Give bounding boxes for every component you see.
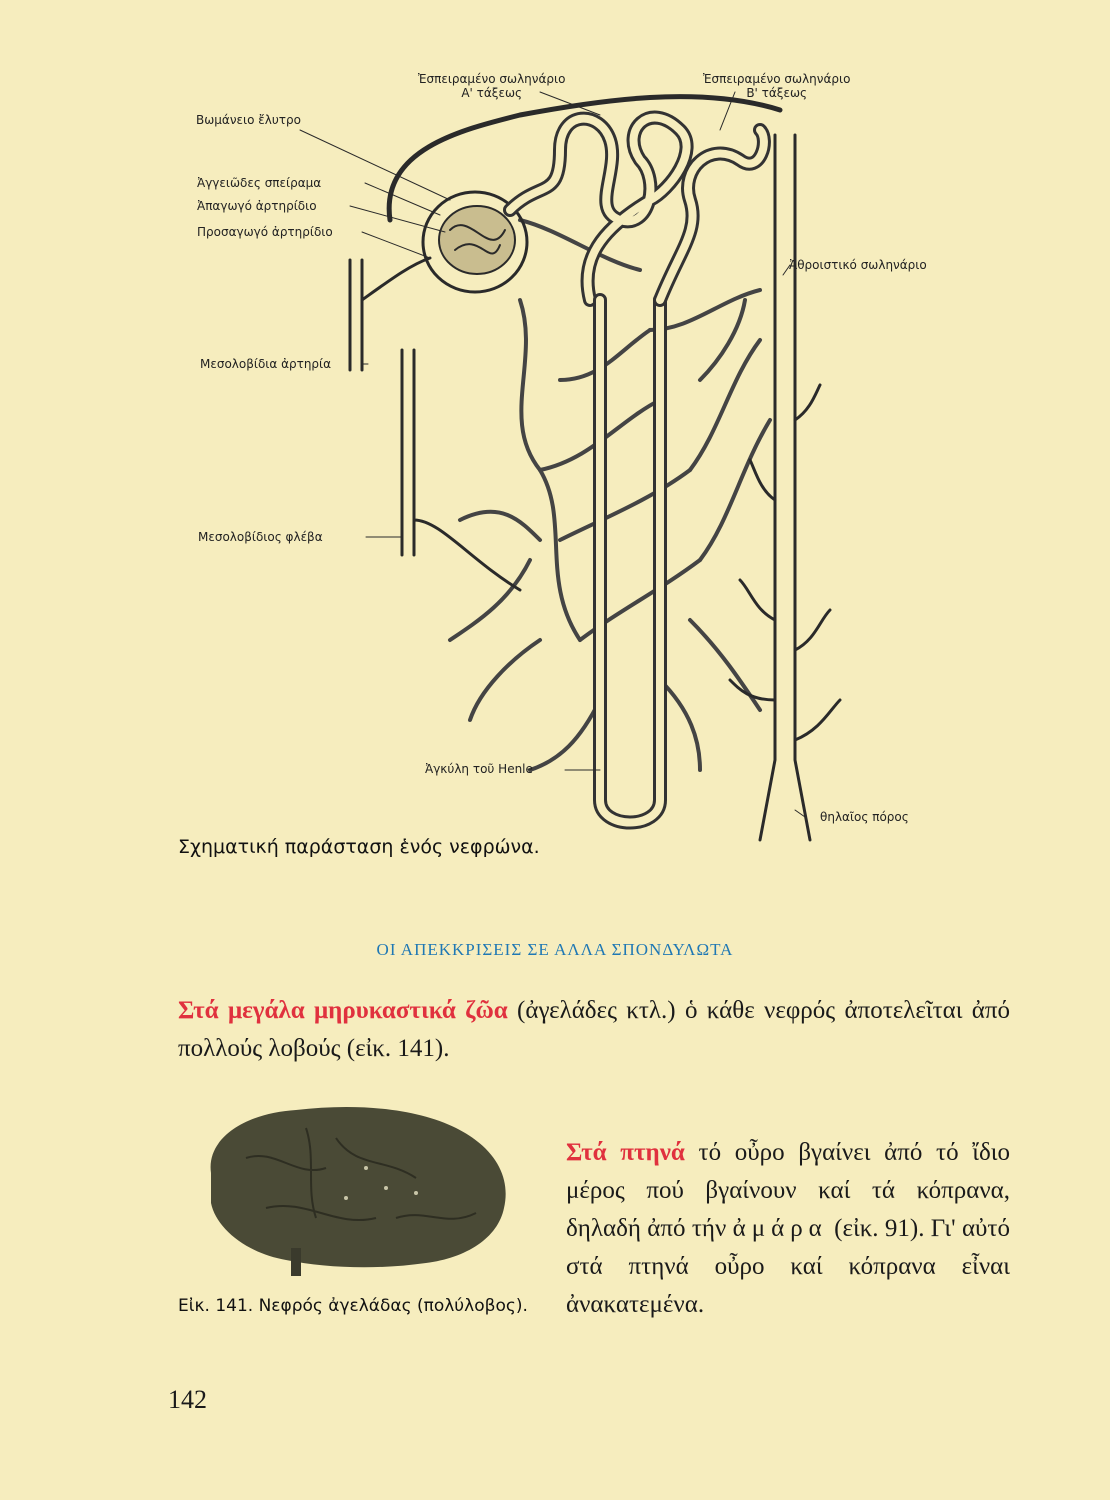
interlobular-artery-shape (350, 258, 430, 370)
label-loop-of-henle: Ἀγκύλη τοῦ Henle (425, 762, 533, 776)
label-interlobular-artery: Μεσολοβίδια ἀρτηρία (200, 357, 332, 371)
paragraph-birds-text-b: (εἰκ. 91). Γι' αὐτό στά πτηνά οὖρο καί κόπρανα εἶναι ἀνακατεμένα. (566, 1215, 1010, 1318)
label-proximal-line1: Ἐσπειραμένο σωληνάριο (418, 72, 566, 86)
label-collecting-duct: Ἀθροιστικό σωληνάριο (789, 258, 927, 272)
label-distal-tubule (703, 72, 850, 100)
cow-kidney-photo (186, 1098, 516, 1278)
photo-caption: Εἰκ. 141. Νεφρός ἀγελάδας (πολύλοβος). (178, 1296, 528, 1316)
paragraph-birds-text-a: τό οὖρο βγαίνει ἀπό τό ἴδιο μέρος πού βγαίνουν καί τά κόπρανα, δηλαδή ἀπό τήν (566, 1139, 1010, 1242)
capillary-network (450, 220, 770, 770)
proximal-tubule-shape (510, 118, 687, 300)
label-efferent-arteriole: Ἀπαγωγό ἀρτηρίδιο (197, 199, 317, 213)
spaced-word-amara: ἀμάρα (732, 1215, 828, 1242)
loop-of-henle-shape (600, 300, 660, 823)
glomerulus-shape (439, 206, 515, 274)
label-interlobular-vein: Μεσολοβίδιος φλέβα (198, 530, 323, 544)
label-proximal-tubule (418, 72, 565, 100)
label-distal-line1: Ἐσπειραμένο σωληνάριο (703, 72, 851, 86)
collecting-duct-shape (760, 135, 810, 840)
label-proximal-line2: Α' τάξεως (461, 86, 523, 100)
highlight-ruminants: Στά μεγάλα μηρυκαστικά ζῶα (178, 997, 508, 1024)
interlobular-vein-shape (402, 350, 520, 590)
label-distal-line2: Β' τάξεως (746, 86, 808, 100)
label-afferent-arteriole: Προσαγωγό ἀρτηρίδιο (197, 225, 333, 239)
label-glomerulus: Ἀγγειῶδες σπείραμα (197, 176, 322, 190)
label-papillary-duct: θηλαῖος πόρος (820, 810, 909, 824)
leader-lines (300, 92, 805, 817)
figure-caption: Σχηματική παράσταση ἑνός νεφρώνα. (178, 836, 540, 858)
page-number: 142 (168, 1385, 207, 1414)
highlight-birds: Στά πτηνά (566, 1139, 685, 1166)
paragraph-ruminants-text: (ἀγελάδες κτλ.) ὁ κάθε νεφρός ἀποτελεῖται ἀπό πολλούς λοβούς (εἰκ. 141). (178, 997, 1010, 1062)
paragraph-birds (566, 1134, 1010, 1324)
paragraph-ruminants (178, 992, 1010, 1068)
label-bowman-capsule: Βωμάνειο ἔλυτρο (196, 113, 301, 127)
section-title: ΟΙ ΑΠΕΚΚΡΙΣΕΙΣ ΣΕ ΑΛΛΑ ΣΠΟΝΔΥΛΩΤΑ (376, 940, 734, 959)
